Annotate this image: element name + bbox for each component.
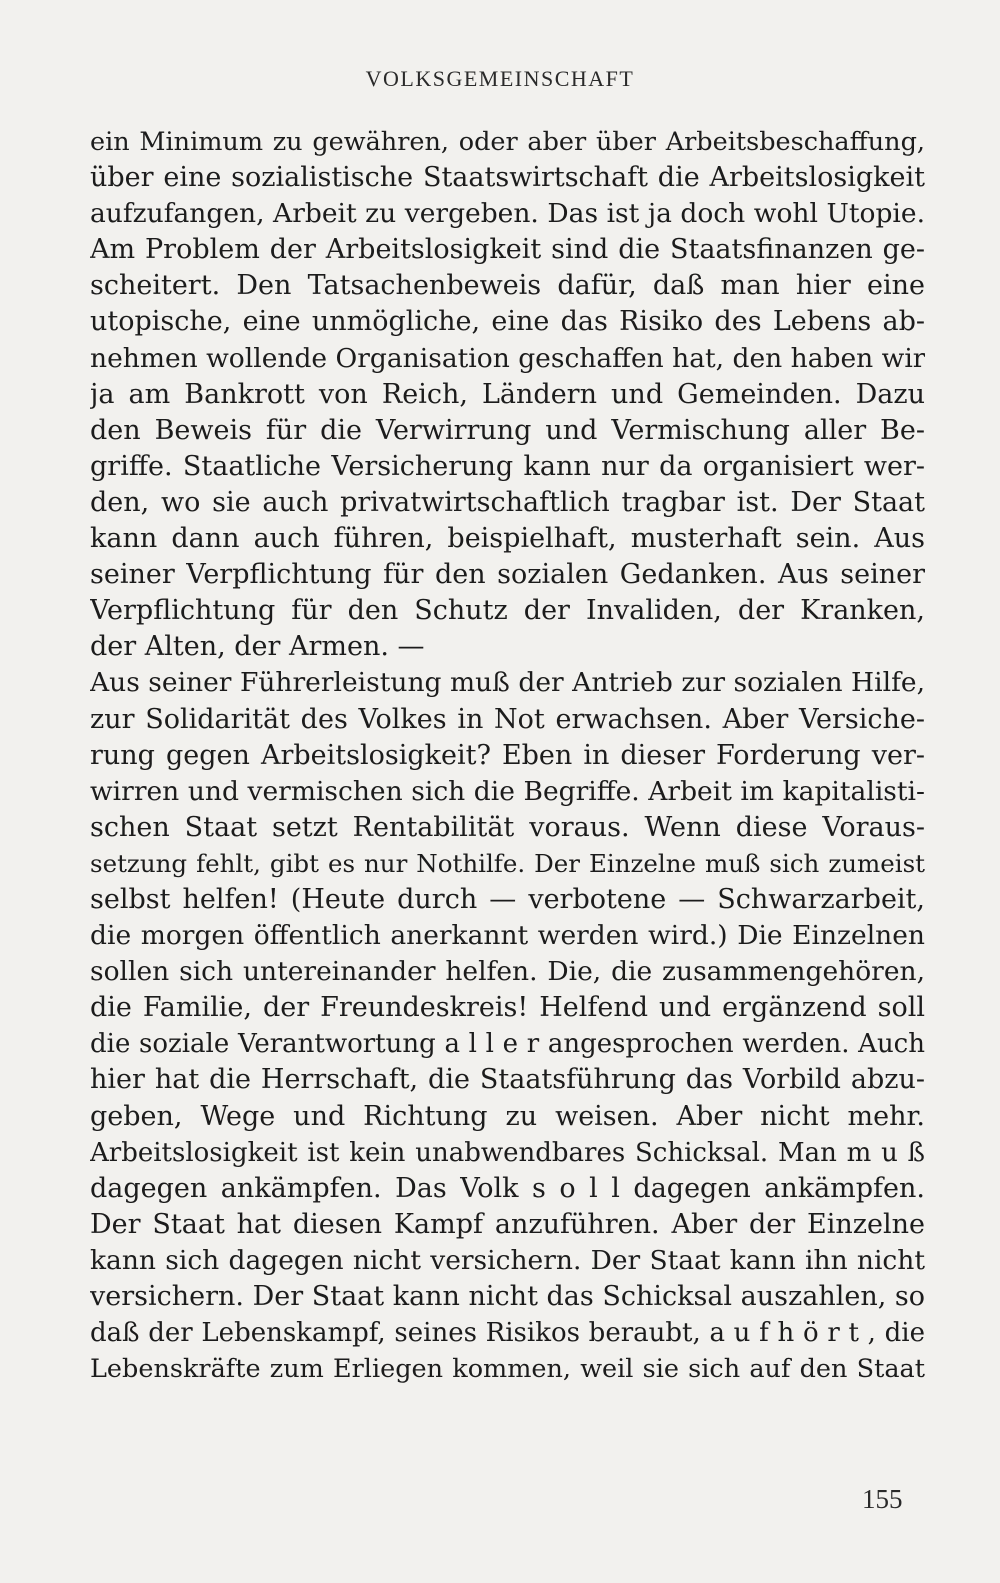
text-line: zur Solidarität des Volkes in Not erwachsen. Aber Versiche- (90, 703, 925, 735)
text-line: seiner Verpflichtung für den sozialen Gedanken. Aus seiner (90, 559, 925, 591)
text-line: die Familie, der Freundeskreis! Helfend und ergänzend soll (90, 992, 925, 1024)
text-line: Am Problem der Arbeitslosigkeit sind die Staatsfinanzen ge- (90, 234, 925, 266)
body-text (90, 124, 925, 1387)
text-line: kann dann auch führen, beispielhaft, musterhaft sein. Aus (90, 523, 925, 555)
text-line: selbst helfen! (Heute durch — verbotene — Schwarzarbeit, (90, 883, 925, 915)
text-line: hier hat die Herrschaft, die Staatsführung das Vorbild abzu- (90, 1064, 925, 1096)
text-line: wirren und vermischen sich die Begriffe. Arbeit im kapitalisti- (90, 775, 925, 807)
text-line: den, wo sie auch privatwirtschaftlich tragbar ist. Der Staat (90, 486, 925, 518)
text-line: Arbeitslosigkeit ist kein unabwendbares Schicksal. Man m u ß (90, 1137, 925, 1168)
text-line: dagegen ankämpfen. Das Volk s o l l dagegen ankämpfen. (90, 1172, 925, 1204)
page-number: 155 (862, 1484, 903, 1514)
text-line: versichern. Der Staat kann nicht das Schicksal auszahlen, so (90, 1281, 925, 1312)
text-line: sollen sich untereinander helfen. Die, die zusammengehören, (90, 956, 925, 988)
text-line: die soziale Verantwortung a l l e r angesprochen werden. Auch (90, 1029, 925, 1060)
text-line: Verpflichtung für den Schutz der Invaliden, der Kranken, (90, 595, 925, 627)
text-line: ja am Bankrott von Reich, Ländern und Gemeinden. Dazu (90, 378, 925, 410)
text-line: geben, Wege und Richtung zu weisen. Aber nicht mehr. (90, 1100, 925, 1132)
text-line: griffe. Staatliche Versicherung kann nur da organisiert wer- (90, 450, 925, 482)
text-line: nehmen wollende Organisation geschaffen hat, den haben wir (90, 342, 925, 374)
text-line: ein Minimum zu gewähren, oder aber über Arbeitsbeschaffung, (90, 127, 925, 157)
text-line: schen Staat setzt Rentabilität voraus. Wenn diese Voraus- (90, 811, 925, 843)
text-line: Der Staat hat diesen Kampf anzuführen. Aber der Einzelne (90, 1208, 925, 1240)
text-line: kann sich dagegen nicht versichern. Der Staat kann ihn nicht (90, 1244, 925, 1276)
text-line: Aus seiner Führerleistung muß der Antrieb zur sozialen Hilfe, (90, 667, 925, 699)
text-line: Lebenskräfte zum Erliegen kommen, weil sie sich auf den Staat (90, 1354, 925, 1385)
text-line: über eine sozialistische Staatswirtschaft die Arbeitslosigkeit (90, 162, 925, 194)
text-line: den Beweis für die Verwirrung und Vermischung aller Be- (90, 414, 925, 446)
running-head: VOLKSGEMEINSCHAFT (365, 66, 635, 91)
text-line: daß der Lebenskampf, seines Risikos beraubt, a u f h ö r t , die (90, 1318, 925, 1349)
text-line: setzung fehlt, gibt es nur Nothilfe. Der Einzelne muß sich zumeist (90, 848, 925, 878)
text-line: scheitert. Den Tatsachenbeweis dafür, daß man hier eine (90, 270, 925, 302)
text-line: aufzufangen, Arbeit zu vergeben. Das ist ja doch wohl Utopie. (90, 198, 925, 230)
text-line: utopische, eine unmögliche, eine das Risiko des Lebens ab- (90, 306, 925, 338)
text-line: die morgen öffentlich anerkannt werden wird.) Die Einzelnen (90, 920, 925, 952)
text-line: der Alten, der Armen. — (90, 631, 425, 663)
text-line: rung gegen Arbeitslosigkeit? Eben in dieser Forderung ver- (90, 739, 925, 771)
